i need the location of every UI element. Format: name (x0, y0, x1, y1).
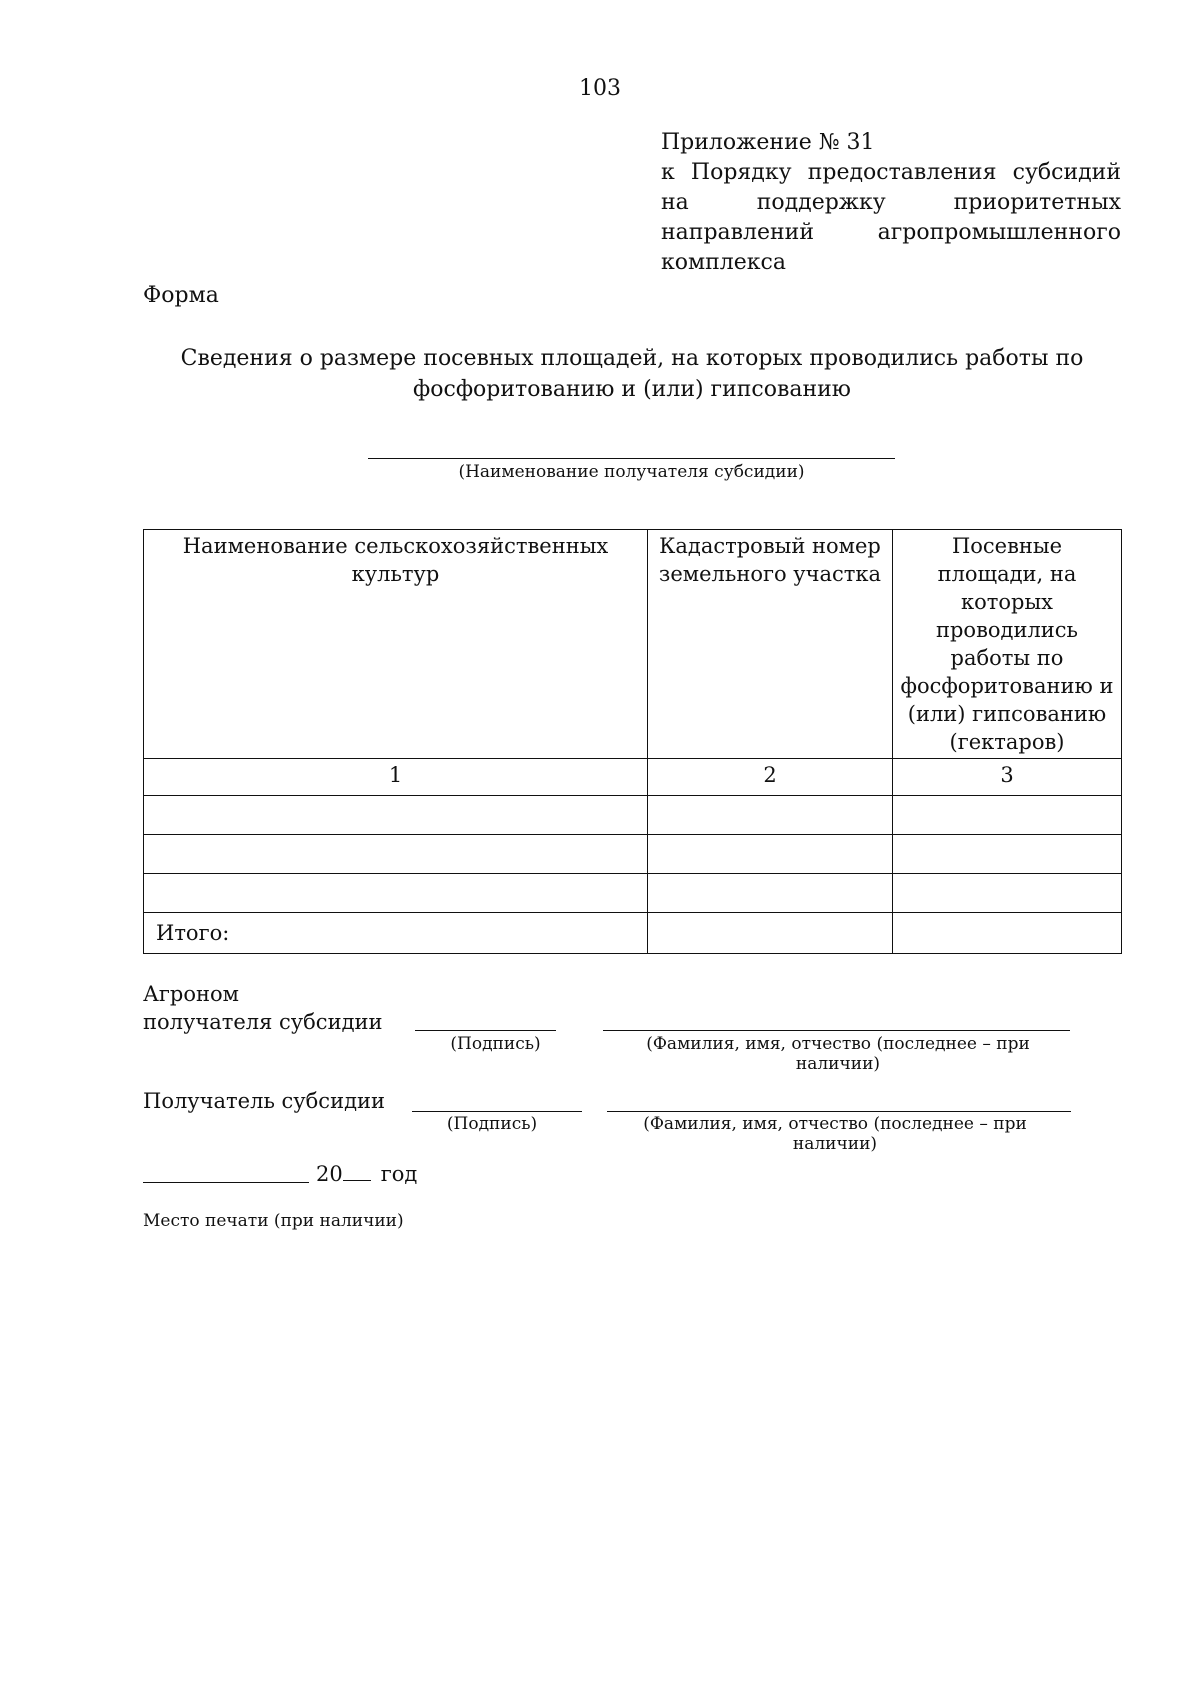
total-cell[interactable] (893, 913, 1122, 954)
column-number: 1 (144, 759, 648, 796)
form-label: Форма (143, 283, 219, 308)
agronomist-label (143, 980, 383, 1036)
recipient-name-field[interactable] (368, 458, 895, 459)
recipient-fio-caption: (Фамилия, имя, отчество (последнее – при наличии) (643, 1114, 1027, 1154)
date-year-field[interactable] (343, 1160, 371, 1181)
table-row (144, 796, 1122, 835)
date-year (316, 1160, 417, 1186)
table-cell[interactable] (144, 835, 648, 874)
column-number: 2 (648, 759, 893, 796)
recipient-label: Получатель субсидии (143, 1089, 385, 1113)
date-century: 20 (316, 1162, 343, 1186)
table-cell[interactable] (893, 835, 1122, 874)
header-cadastral-number: Кадастровый номер земельного участка (648, 530, 893, 759)
agronomist-label-line1: Агроном (143, 982, 239, 1006)
page-number: 103 (579, 76, 621, 101)
total-row (144, 913, 1122, 954)
table-row (144, 835, 1122, 874)
table-cell[interactable] (648, 874, 893, 913)
recipient-name-caption: (Наименование получателя субсидии) (458, 462, 805, 482)
table-cell[interactable] (648, 835, 893, 874)
document-title: Сведения о размере посевных площадей, на которых проводились работы по фосфоритованию и (или) гипсованию (180, 346, 1084, 402)
agronomist-fio-field[interactable] (603, 1030, 1070, 1031)
date-day-month-field[interactable] (143, 1182, 309, 1183)
appendix-body: к Порядку предоставления субсидий на поддержку приоритетных направлений агропромышленного комплекса (661, 160, 1121, 275)
crops-table (143, 529, 1122, 954)
header-crop-name: Наименование сельскохозяйственных культур (144, 530, 648, 759)
recipient-fio-field[interactable] (607, 1111, 1071, 1112)
table-cell[interactable] (893, 796, 1122, 835)
table-row (144, 874, 1122, 913)
table-cell[interactable] (144, 874, 648, 913)
recipient-signature-field[interactable] (412, 1111, 582, 1112)
total-label: Итого: (144, 913, 648, 954)
appendix-title: Приложение № 31 (661, 130, 875, 155)
appendix-block (661, 128, 1121, 278)
header-sown-area: Посевные площади, на которых проводились работы по фосфоритованию и (или) гипсованию (гектаров) (893, 530, 1122, 759)
agronomist-label-line2: получателя субсидии (143, 1010, 383, 1034)
stamp-note: Место печати (при наличии) (143, 1211, 404, 1231)
table-cell[interactable] (648, 796, 893, 835)
date-year-word: год (380, 1162, 418, 1186)
table-cell[interactable] (144, 796, 648, 835)
table-header-row (144, 530, 1122, 759)
agronomist-signature-caption: (Подпись) (450, 1034, 541, 1054)
column-number-row (144, 759, 1122, 796)
table-cell[interactable] (893, 874, 1122, 913)
column-number: 3 (893, 759, 1122, 796)
recipient-signature-caption: (Подпись) (446, 1114, 538, 1134)
agronomist-fio-caption: (Фамилия, имя, отчество (последнее – при наличии) (646, 1034, 1030, 1074)
total-cell[interactable] (648, 913, 893, 954)
agronomist-signature-field[interactable] (415, 1030, 556, 1031)
